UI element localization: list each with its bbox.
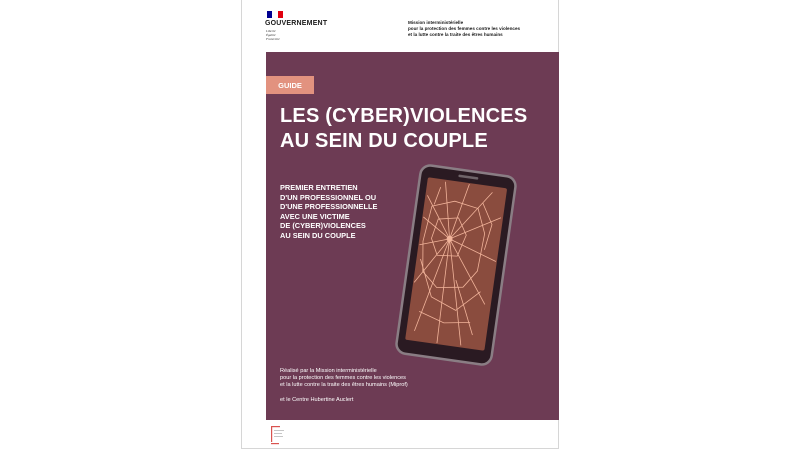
credit-line: Réalisé par la Mission interministérielle xyxy=(280,368,377,374)
cover-title xyxy=(280,104,550,154)
government-name: GOUVERNEMENT xyxy=(265,20,328,27)
document-page xyxy=(241,0,559,449)
title-line: LES (CYBER)VIOLENCES xyxy=(280,105,528,127)
mission-line: pour la protection des femmes contre les violences xyxy=(408,26,521,32)
credit-partner: et le Centre Hubertine Auclert xyxy=(280,397,354,403)
subtitle-line: AVEC UNE VICTIME xyxy=(280,211,350,221)
credit-line: pour la protection des femmes contre les violences xyxy=(280,375,406,381)
republic-motto xyxy=(266,29,306,42)
subtitle-line: PREMIER ENTRETIEN xyxy=(280,183,358,192)
cover-subtitle xyxy=(280,183,400,241)
french-flag-icon xyxy=(267,11,283,18)
subtitle-line: D'UNE PROFESSIONNELLE xyxy=(280,202,378,212)
subtitle-line: DE (CYBER)VIOLENCES xyxy=(280,221,366,231)
motto-line: Égalité xyxy=(266,33,276,38)
guide-tag: GUIDE xyxy=(266,76,314,94)
subtitle-line: AU SEIN DU COUPLE xyxy=(280,230,356,240)
credit-line: et la lutte contre la traite des êtres humains (Miprof) xyxy=(280,382,408,388)
flag-red xyxy=(278,11,283,18)
motto-line: Fraternité xyxy=(266,37,280,42)
cover-panel xyxy=(266,52,559,420)
subtitle-line: D'UN PROFESSIONNEL OU xyxy=(280,192,377,202)
title-line: AU SEIN DU COUPLE xyxy=(280,130,488,152)
partner-logo-icon xyxy=(267,424,289,446)
credit-text xyxy=(280,368,480,389)
mission-header xyxy=(408,20,548,39)
mission-line: et la lutte contre la traite des êtres humains xyxy=(408,32,503,38)
motto-line: Liberté xyxy=(266,29,276,33)
mission-line: Mission interministérielle xyxy=(408,20,464,25)
cracked-smartphone-icon xyxy=(386,160,526,370)
